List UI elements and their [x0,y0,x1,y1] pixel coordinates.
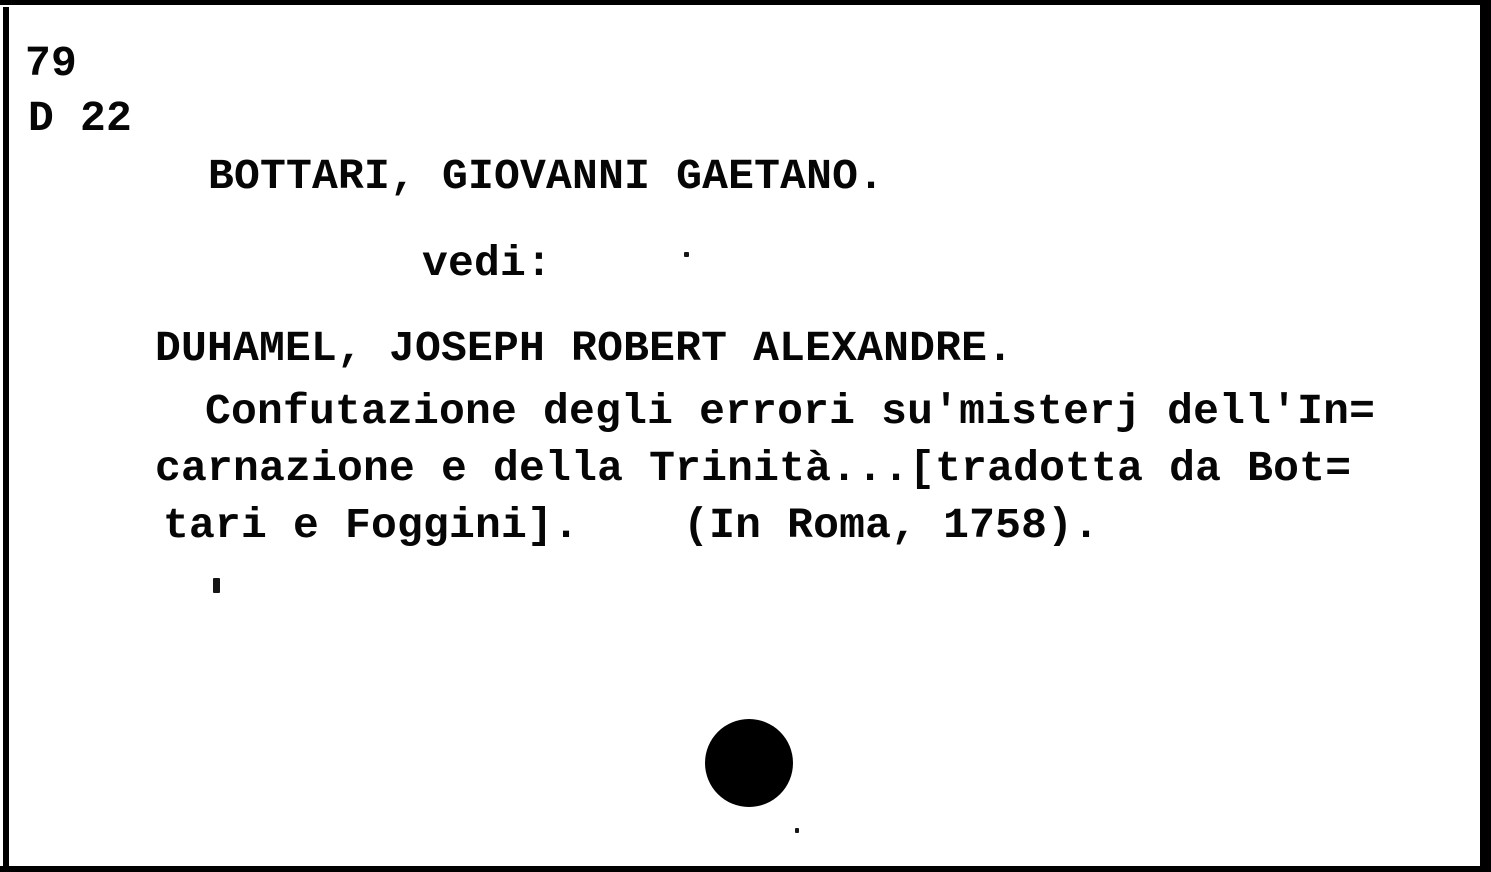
entry-body-line: Confutazione degli errori su'misterj dell'In= [205,387,1376,436]
ink-speck [684,252,689,257]
card-left-edge-line [3,7,9,872]
card-top-edge-line [0,0,1491,5]
entry-body-line: carnazione e della Trinità...[tradotta da Bot= [155,444,1352,493]
card-right-edge-line [1480,0,1491,872]
reference-label: vedi: [422,239,553,288]
call-number: D 22 [28,94,133,143]
heading-author-name: BOTTARI, GIOVANNI GAETANO. [208,152,885,201]
card-bottom-edge-line [0,866,1491,872]
ink-speck [795,828,799,833]
hole-punch-dot [705,719,793,807]
entry-body-line: tari e Foggini]. (In Roma, 1758). [163,501,1100,550]
sequence-number: 79 [25,39,78,88]
ink-speck [213,578,220,593]
referenced-author-name: DUHAMEL, JOSEPH ROBERT ALEXANDRE. [155,324,1014,373]
